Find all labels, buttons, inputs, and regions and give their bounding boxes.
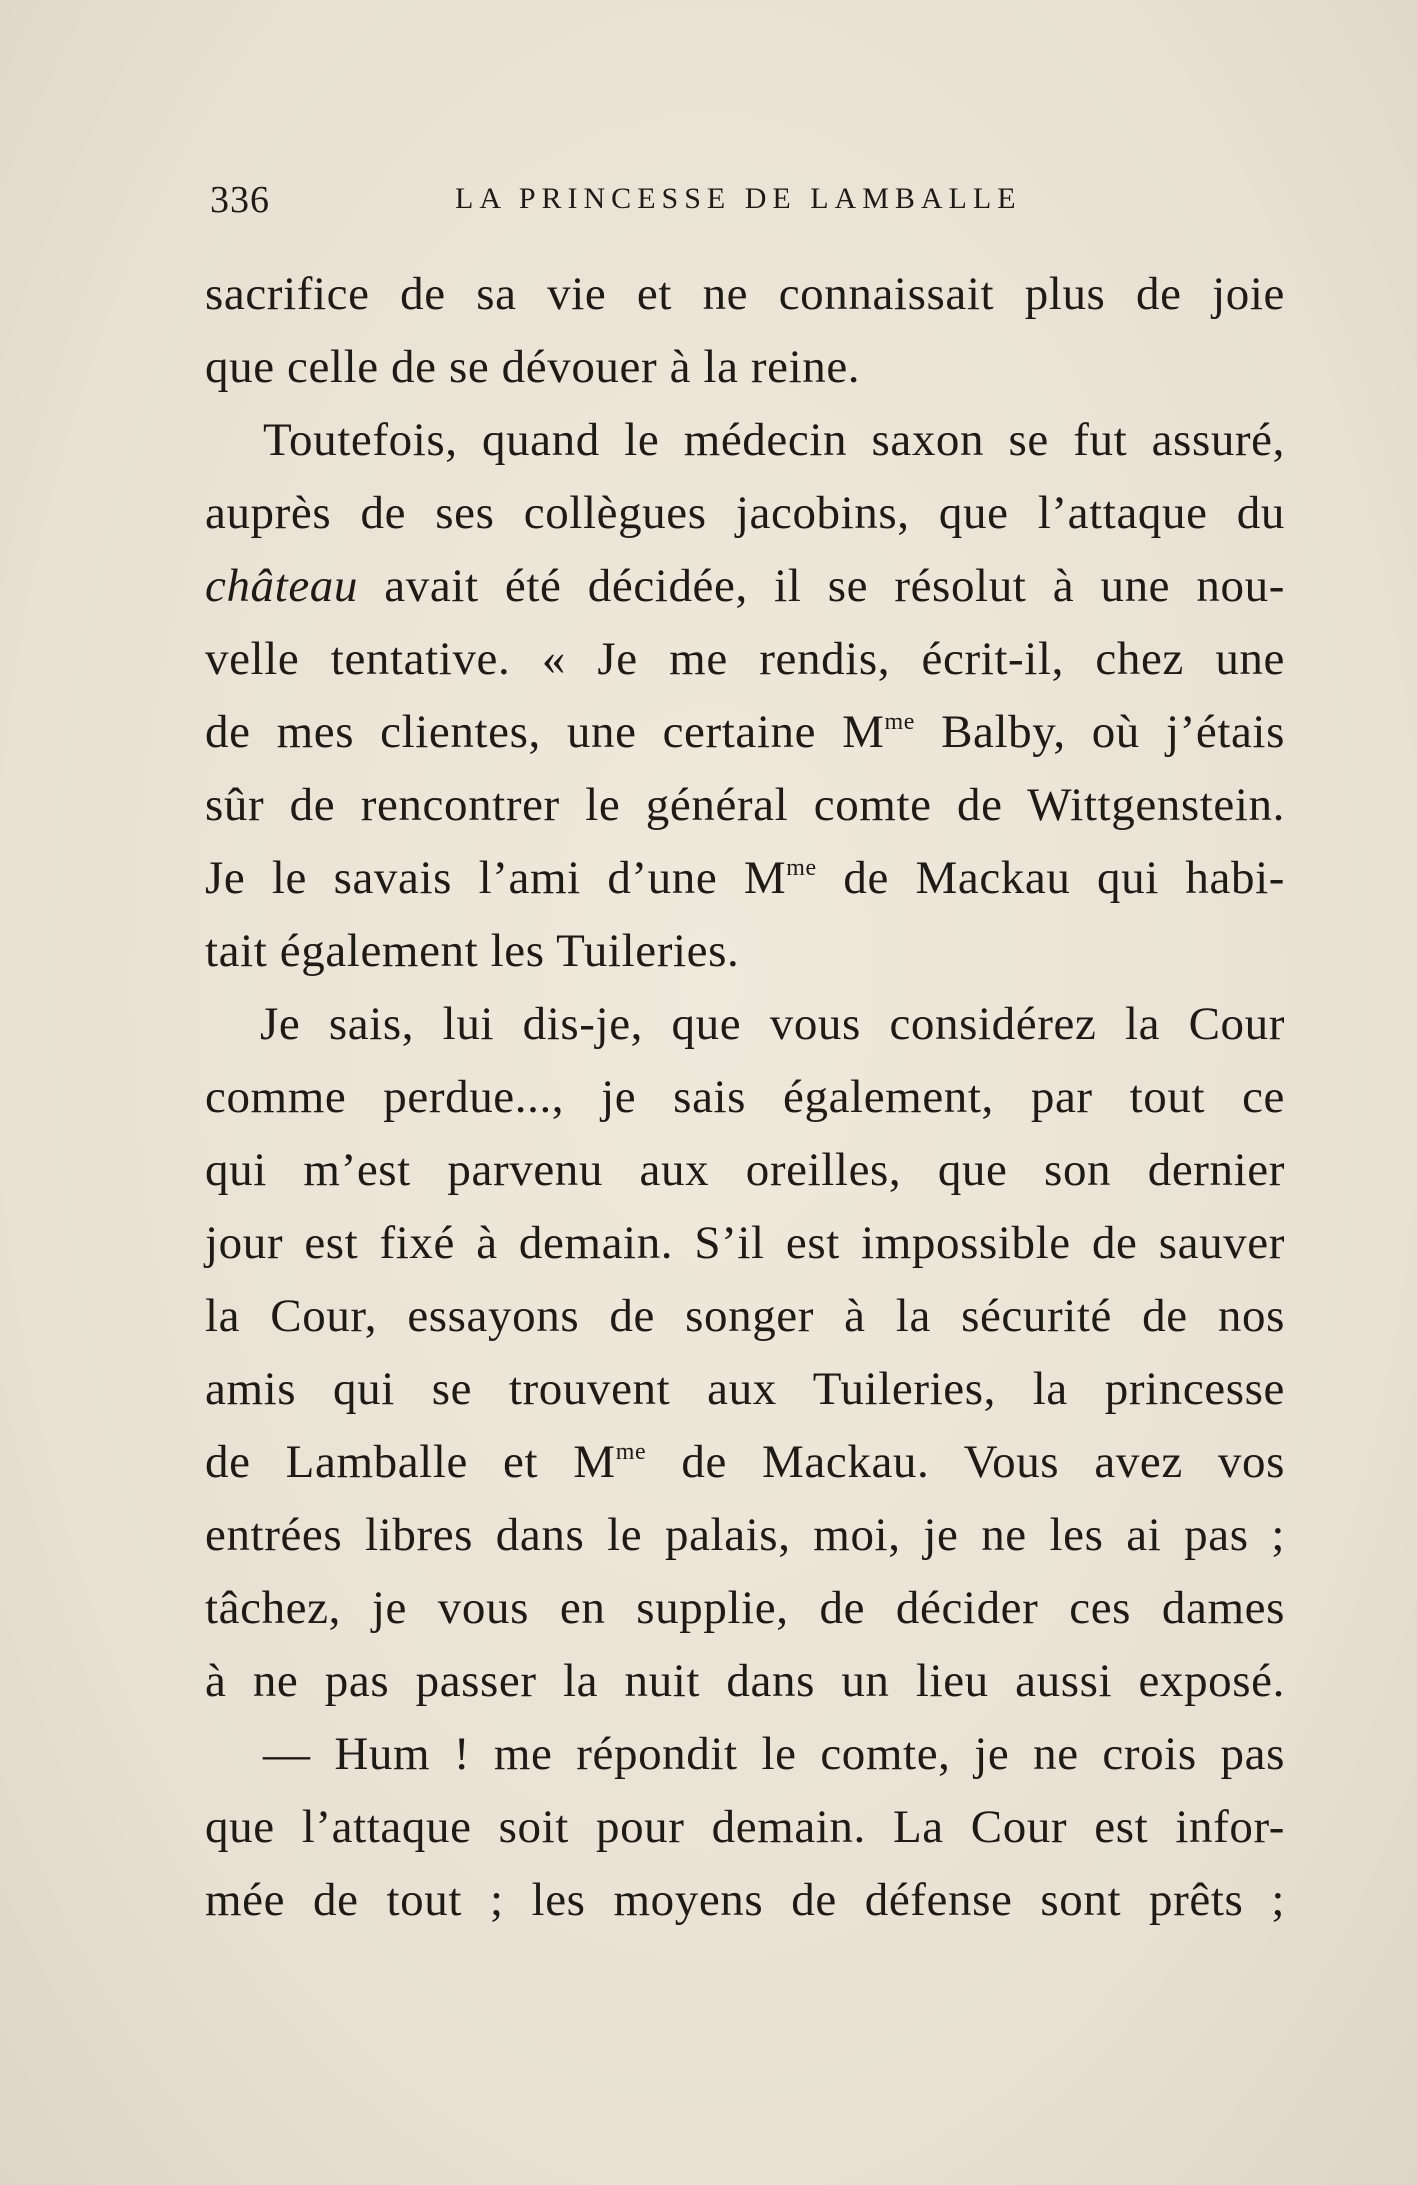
text-line: tait également les Tuileries.	[205, 925, 740, 977]
text-line: sûr de rencontrer le général comte de Wittgenstein.	[205, 779, 1285, 831]
text-line: de Lamballe et $M^{me}$ de Mackau. Vous avez vos	[205, 1436, 1286, 1488]
text-line: château avait été décidée, il se résolut à une nou-	[205, 560, 1285, 612]
body-text	[205, 258, 1285, 1937]
text-line: comme perdue..., je sais également, par tout ce	[205, 1071, 1285, 1123]
superscript: me	[884, 709, 916, 735]
text-line: à ne pas passer la nuit dans un lieu aussi exposé.	[205, 1655, 1285, 1707]
text-line: mée de tout ; les moyens de défense sont prêts ;	[205, 1874, 1285, 1926]
text-line: qui m’est parvenu aux oreilles, que son dernier	[205, 1144, 1285, 1196]
superscript: me	[615, 1439, 647, 1465]
page-header	[210, 178, 1280, 228]
text-line: jour est fixé à demain. S’il est impossible de sauver	[205, 1217, 1285, 1269]
text-line: Je sais, lui dis-je, que vous considérez la Cour	[260, 998, 1285, 1050]
text-line: que celle de se dévouer à la reine.	[205, 341, 861, 393]
text-line: Toutefois, quand le médecin saxon se fut assuré,	[263, 414, 1285, 466]
text-line: velle tentative. « Je me rendis, écrit-il, chez une	[205, 633, 1285, 685]
text-line: auprès de ses collègues jacobins, que l’attaque du	[205, 487, 1285, 539]
superscript: me	[786, 855, 817, 881]
text-line: amis qui se trouvent aux Tuileries, la princesse	[205, 1363, 1285, 1415]
running-head: LA PRINCESSE DE LAMBALLE	[455, 182, 1022, 215]
text-line: entrées libres dans le palais, moi, je ne les ai pas ;	[205, 1509, 1285, 1561]
italic-word: château	[205, 560, 358, 612]
text-line: la Cour, essayons de songer à la sécurité de nos	[205, 1290, 1285, 1342]
text-line: — Hum ! me répondit le comte, je ne crois pas	[263, 1728, 1285, 1780]
text-line: Je le savais l’ami d’une $M^{me}$ de Mackau qui habi-	[205, 852, 1285, 904]
text-line: tâchez, je vous en supplie, de décider ces dames	[205, 1582, 1285, 1634]
text-line: de mes clientes, une certaine $M^{me}$ Balby, où j’étais	[205, 706, 1285, 758]
page-number: 336	[210, 179, 270, 221]
text-line: que l’attaque soit pour demain. La Cour est infor-	[205, 1801, 1285, 1853]
text-line: sacrifice de sa vie et ne connaissait plus de joie	[205, 268, 1285, 320]
